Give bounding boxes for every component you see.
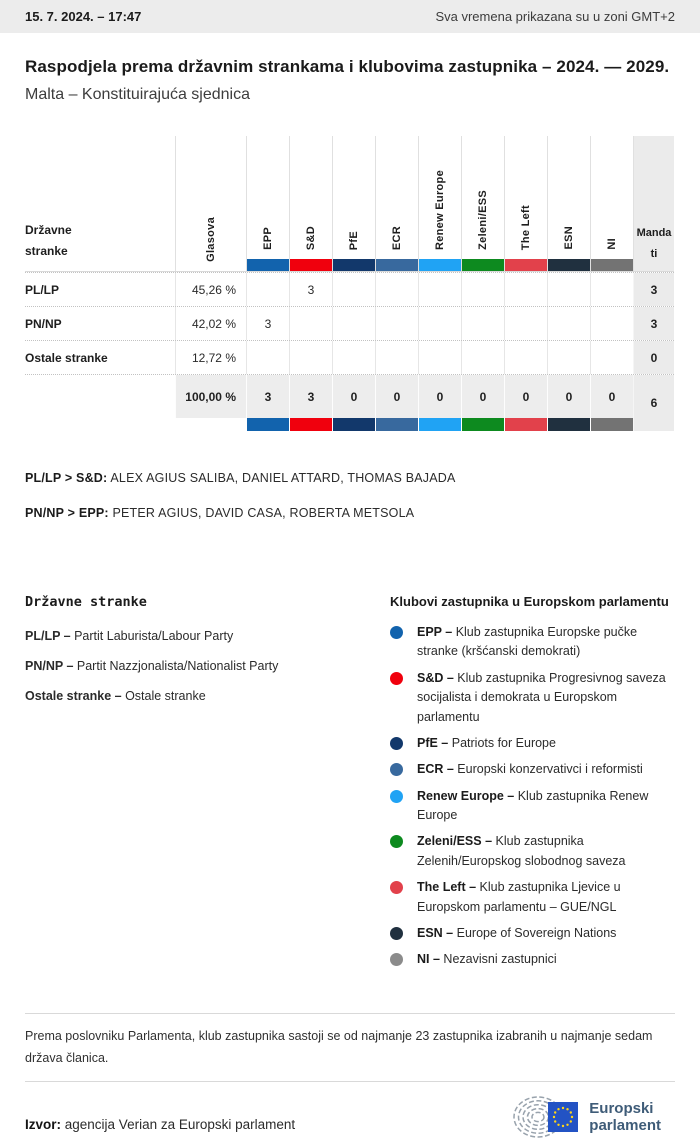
table-header-row: [25, 136, 674, 272]
legend-item-pfe: PfE – Patriots for Europe: [390, 734, 675, 753]
group-color-bar: [547, 418, 590, 431]
group-color-bar: [418, 418, 461, 431]
political-groups-heading: Klubovi zastupnika u Europskom parlamentu: [390, 594, 669, 609]
ep-logo-wordmark: Europski parlament: [589, 1099, 661, 1135]
mep-name-lines: [25, 471, 675, 520]
group-column-header-sd: S&D: [289, 136, 332, 271]
table-row-ostale: Ostale stranke 12,72 % 0: [25, 340, 674, 374]
eu-flag-icon: [548, 1102, 578, 1132]
votes-cell: 45,26 %: [175, 273, 246, 306]
group-color-bar: [376, 259, 418, 271]
timezone-note: Sva vremena prikazana su u zoni GMT+2: [435, 9, 675, 24]
votes-cell: 12,72 %: [175, 341, 246, 374]
total-votes-cell: 100,00 %: [175, 375, 246, 418]
seats-column-header: Mandati: [633, 136, 674, 271]
group-color-dot: [390, 927, 403, 940]
group-column-header-renew: Renew Europe: [418, 136, 461, 271]
group-column-header-epp: EPP: [246, 136, 289, 271]
row-header-cell: [25, 136, 175, 271]
page-title: Raspodjela prema državnim strankama i klubovima zastupnika – 2024. — 2029.: [25, 57, 670, 76]
group-color-dot: [390, 737, 403, 750]
group-color-dot: [390, 835, 403, 848]
row-header-label: Državne stranke: [25, 223, 72, 258]
votes-cell: 42,02 %: [175, 307, 246, 340]
group-color-bar: [332, 418, 375, 431]
legend-item-esn: ESN – Europe of Sovereign Nations: [390, 924, 675, 943]
group-column-header-esn: ESN: [547, 136, 590, 271]
table-row-pllp: PL/LP 45,26 % 3 3: [25, 272, 674, 306]
group-color-bar: [375, 418, 418, 431]
mep-line-pnnp: PN/NP > EPP: PETER AGIUS, DAVID CASA, ROBERTA METSOLA: [25, 506, 415, 520]
source-text: Izvor: agencija Verian za Europski parlament: [25, 1117, 296, 1133]
group-column-header-ni: NI: [590, 136, 633, 271]
group-color-dot: [390, 953, 403, 966]
legends-section: [25, 594, 675, 977]
results-table: [25, 136, 674, 431]
group-color-bar: [461, 418, 504, 431]
group-color-bar: [333, 259, 375, 271]
group-color-dot: [390, 881, 403, 894]
top-bar: [0, 0, 700, 33]
table-row-pnnp: PN/NP 42,02 % 3 3: [25, 306, 674, 340]
legend-item-epp: EPP – Klub zastupnika Europske pučke stranke (kršćanski demokrati): [390, 623, 675, 662]
legend-item: Ostale stranke – Ostale stranke: [25, 689, 206, 703]
table-total-section: [25, 374, 674, 431]
group-color-bar: [504, 418, 547, 431]
legend-item: PL/LP – Partit Laburista/Labour Party: [25, 629, 234, 643]
table-total-row: 100,00 % 3 3 0 0 0 0 0 0 0: [25, 375, 674, 418]
ep-logo: [513, 1090, 661, 1144]
group-column-header-greens: Zeleni/ESS: [461, 136, 504, 271]
legend-item-ni: NI – Nezavisni zastupnici: [390, 950, 675, 969]
group-color-bar: [590, 418, 633, 431]
mep-line-pllp: PL/LP > S&D: ALEX AGIUS SALIBA, DANIEL ATTARD, THOMAS BAJADA: [25, 471, 456, 485]
total-seats-cell: 6: [633, 375, 674, 431]
group-color-bar: [548, 259, 590, 271]
group-color-dot: [390, 626, 403, 639]
group-color-dot: [390, 763, 403, 776]
source-section: [25, 1081, 675, 1144]
votes-column-header: Glasova: [175, 136, 246, 271]
seats-cell: 3: [633, 273, 674, 306]
group-color-bar: [462, 259, 504, 271]
legend-item-greens: Zeleni/ESS – Klub zastupnika Zelenih/Europskog slobodnog saveza: [390, 832, 675, 871]
group-color-bar: [247, 259, 289, 271]
datetime-label: 15. 7. 2024. – 17:47: [25, 9, 142, 24]
legend-item-renew: Renew Europe – Klub zastupnika Renew Europe: [390, 787, 675, 826]
national-parties-heading: Državne stranke: [25, 594, 147, 610]
group-color-bar: [419, 259, 461, 271]
legend-item-ecr: ECR – Europski konzervativci i reformisti: [390, 760, 675, 779]
seats-cell: 0: [633, 341, 674, 374]
footnote-text: Prema poslovniku Parlamenta, klub zastupnika sastoji se od najmanje 23 zastupnika izabranih u najmanje sedam država članica.: [25, 1028, 653, 1065]
legend-item-left: The Left – Klub zastupnika Ljevice u Europskom parlamentu – GUE/NGL: [390, 878, 675, 917]
legend-item-sd: S&D – Klub zastupnika Progresivnog saveza socijalista i demokrata u Europskom parlamentu: [390, 669, 675, 727]
group-color-dot: [390, 672, 403, 685]
group-color-bar: [505, 259, 547, 271]
group-color-bar: [246, 418, 289, 431]
seats-cell: 3: [633, 307, 674, 340]
ep-hemicycle-icon: [513, 1090, 579, 1144]
group-color-bar: [290, 259, 332, 271]
page-subtitle: Malta – Konstituirajuća sjednica: [25, 86, 251, 103]
group-column-header-pfe: PfE: [332, 136, 375, 271]
group-color-bar: [591, 259, 633, 271]
group-color-dot: [390, 790, 403, 803]
legend-item: PN/NP – Partit Nazzjonalista/Nationalist Party: [25, 659, 279, 673]
group-column-header-ecr: ECR: [375, 136, 418, 271]
national-parties-legend: [25, 594, 390, 977]
group-column-header-left: The Left: [504, 136, 547, 271]
table-bottom-color-bars: [25, 418, 674, 431]
political-groups-legend: [390, 594, 675, 977]
group-color-bar: [289, 418, 332, 431]
